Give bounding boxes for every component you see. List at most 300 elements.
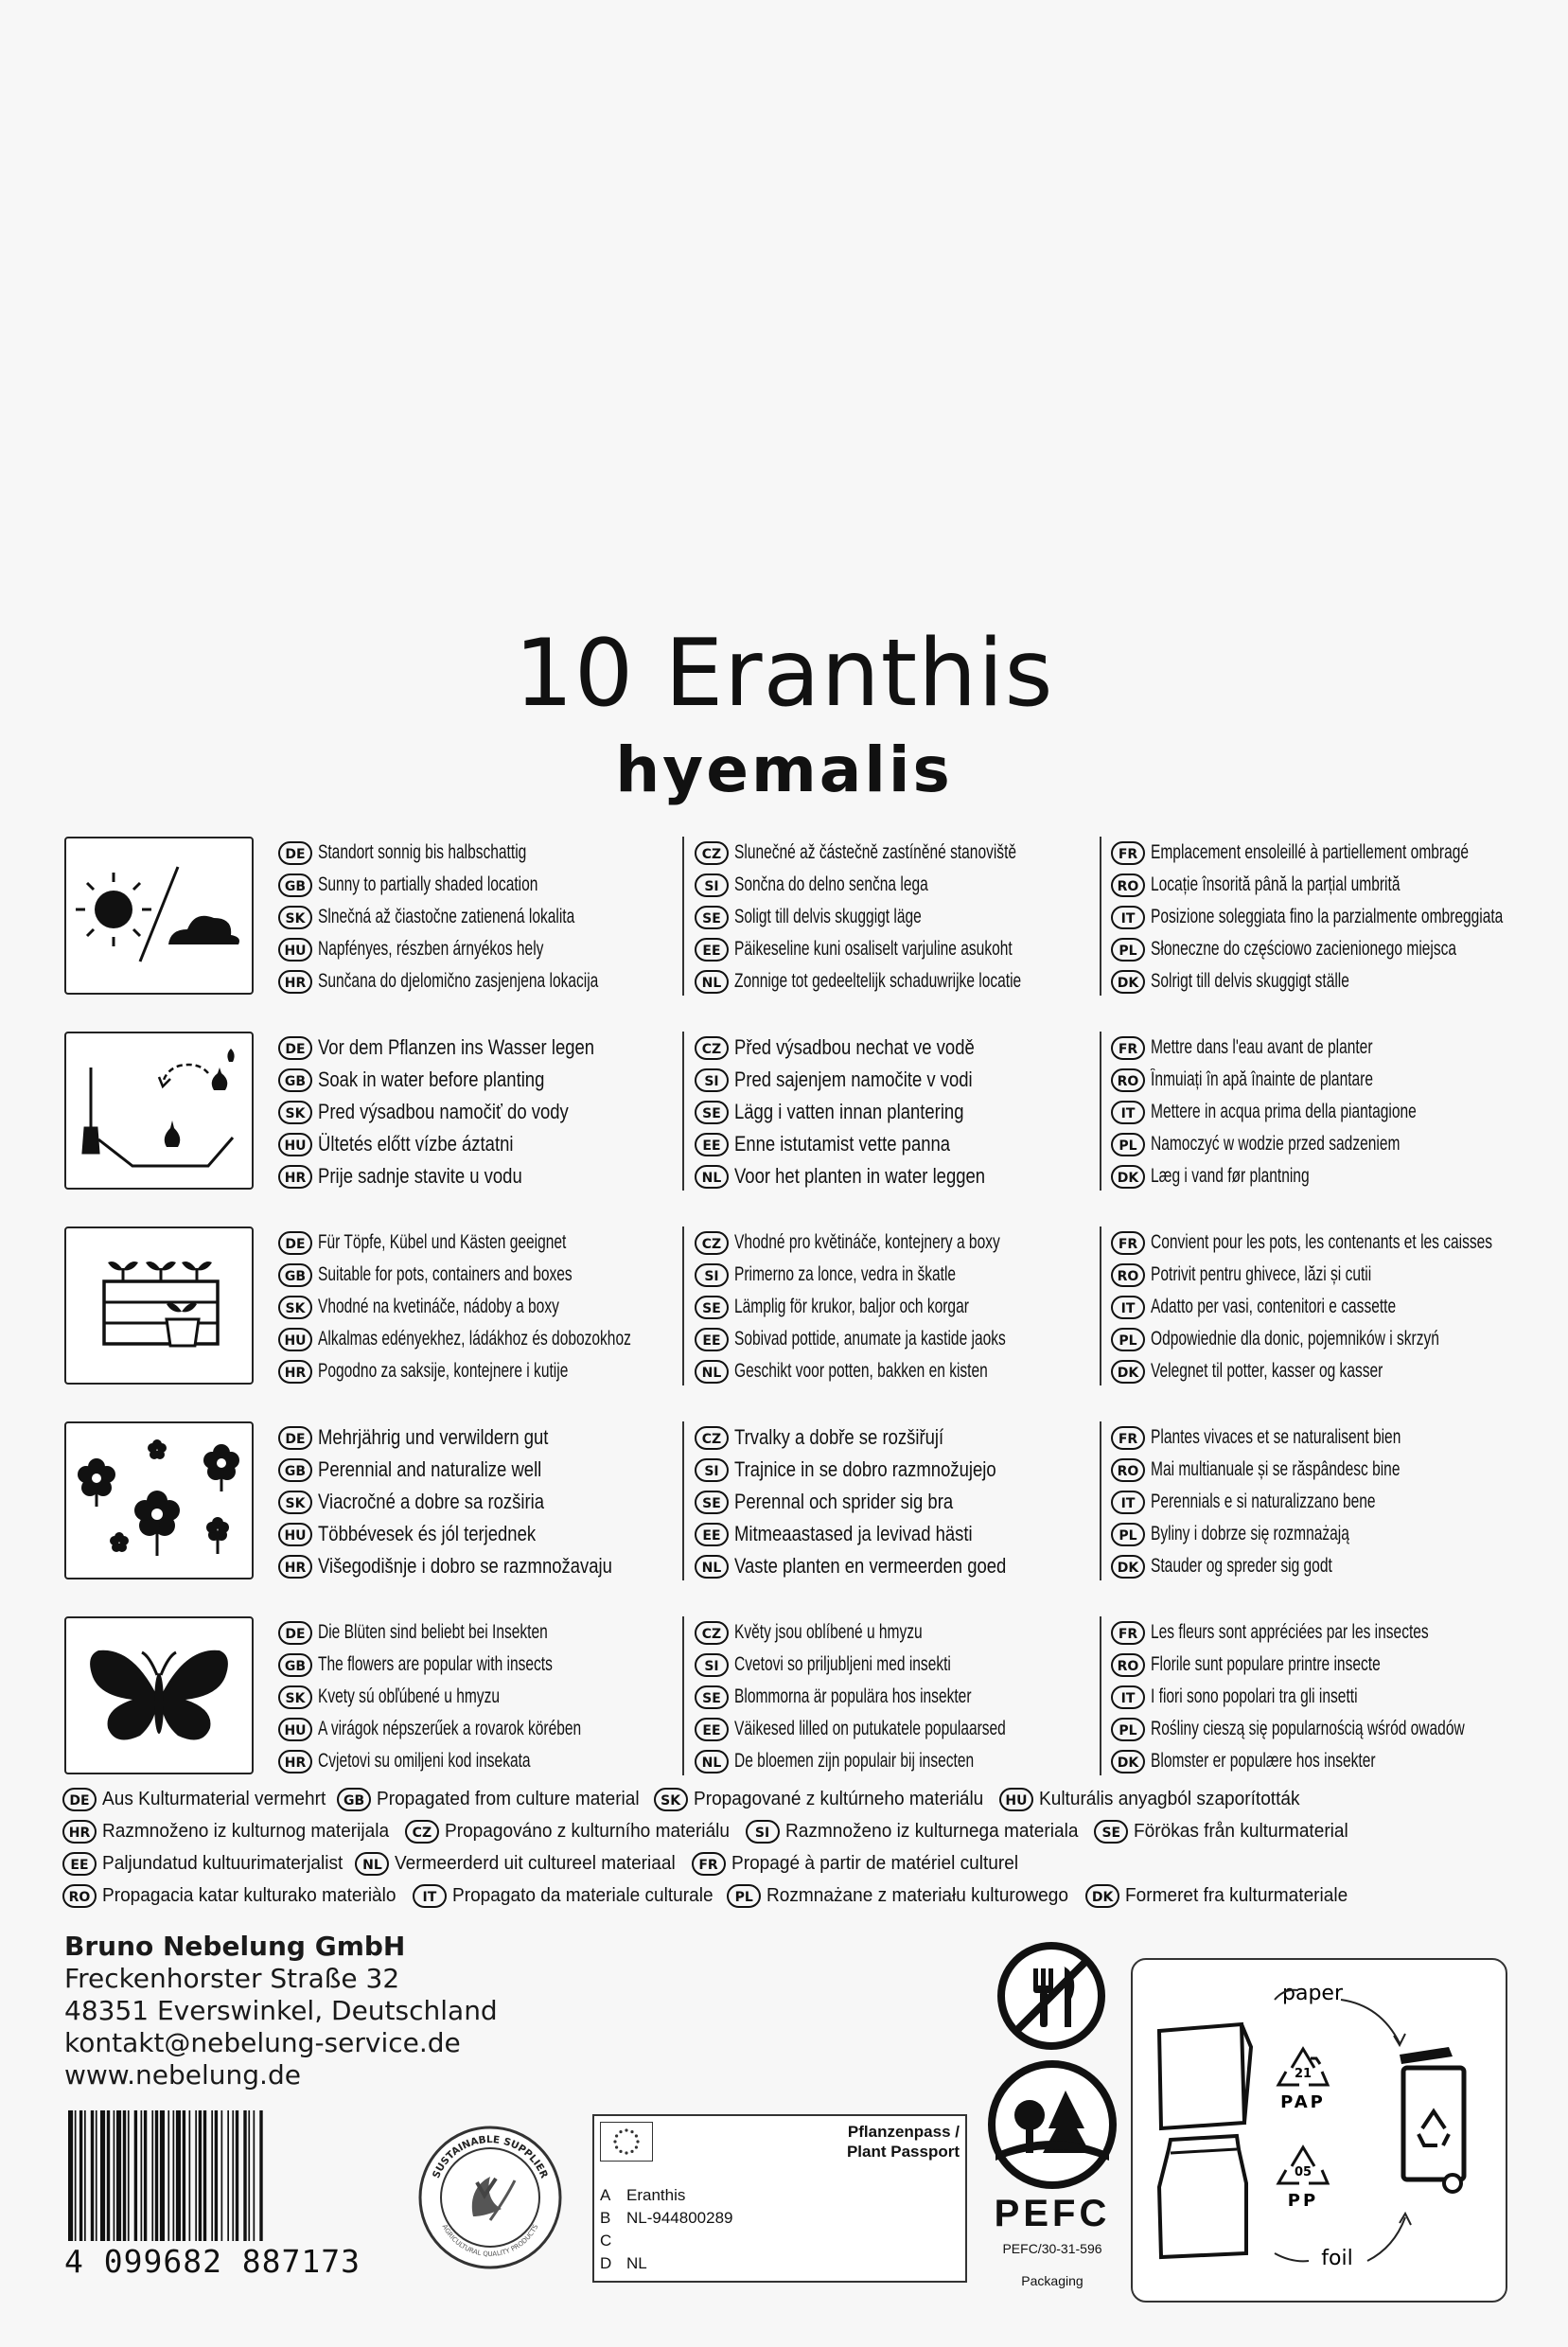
company-website: www.nebelung.de bbox=[64, 2059, 301, 2091]
language-badge: NL bbox=[695, 1555, 729, 1579]
paper-label: paper bbox=[1282, 1982, 1343, 2005]
column-divider bbox=[1100, 1226, 1101, 1385]
barcode-bar bbox=[160, 2110, 165, 2241]
language-badge: DK bbox=[1111, 970, 1145, 994]
column-divider bbox=[682, 1421, 684, 1580]
language-badge: DE bbox=[278, 1036, 312, 1060]
instruction-text: Posizione soleggiata fino la parzialmente ombreggiata bbox=[1151, 906, 1504, 927]
instruction-line bbox=[278, 965, 676, 997]
instruction-text: Perennial and naturalize well bbox=[318, 1457, 542, 1481]
instruction-text: Květy jsou oblíbené u hmyzu bbox=[734, 1621, 923, 1643]
barcode-bar bbox=[167, 2110, 169, 2241]
instruction-text: Blomster er populære hos insekter bbox=[1151, 1750, 1376, 1772]
instruction-line bbox=[1111, 933, 1524, 965]
barcode-bar bbox=[173, 2110, 175, 2241]
barcode-bar bbox=[91, 2110, 94, 2241]
barcode-bar bbox=[116, 2110, 121, 2241]
culture-text: Propagated from culture material bbox=[377, 1788, 640, 1809]
language-badge: SI bbox=[695, 874, 729, 897]
language-badge: EE bbox=[695, 1718, 729, 1741]
instruction-text: Slunečné až částečně zastíněné stanoviště bbox=[734, 841, 1017, 863]
instruction-line bbox=[1111, 1291, 1524, 1323]
language-badge: HU bbox=[278, 1133, 312, 1156]
culture-item bbox=[62, 1820, 397, 1844]
company-street: Freckenhorster Straße 32 bbox=[64, 1963, 400, 1994]
culture-item bbox=[62, 1852, 347, 1876]
barcode-bar bbox=[254, 2110, 255, 2241]
instruction-line bbox=[278, 1291, 676, 1323]
language-badge: FR bbox=[1111, 1231, 1145, 1255]
instruction-column bbox=[278, 1032, 676, 1192]
eu-flag-icon bbox=[600, 2122, 653, 2162]
instruction-line bbox=[1111, 1713, 1524, 1745]
language-badge: HR bbox=[278, 1360, 312, 1384]
culture-line bbox=[62, 1815, 1539, 1847]
culture-text: Propagováno z kulturního materiálu bbox=[444, 1820, 730, 1842]
seal-text-bottom: AGRICULTURAL QUALITY PRODUCTS bbox=[440, 2223, 540, 2259]
planter-box-icon bbox=[64, 1226, 254, 1385]
column-divider bbox=[1100, 1032, 1101, 1191]
barcode-number: 4 099682 887173 bbox=[64, 2243, 361, 2280]
instruction-column bbox=[278, 1226, 676, 1387]
instruction-line bbox=[695, 1713, 1092, 1745]
barcode-bar bbox=[189, 2110, 191, 2241]
language-badge: HU bbox=[278, 1718, 312, 1741]
language-badge: DE bbox=[278, 1231, 312, 1255]
culture-text: Propagované z kultúrneho materiálu bbox=[693, 1788, 983, 1809]
company-address bbox=[64, 1931, 498, 2091]
instruction-column bbox=[1111, 1032, 1524, 1192]
barcode-bar bbox=[227, 2110, 229, 2241]
culture-material-statement bbox=[62, 1783, 1539, 1912]
instruction-line bbox=[278, 1550, 676, 1582]
instruction-line bbox=[278, 1518, 676, 1550]
instruction-text: Adatto per vasi, contenitori e cassette bbox=[1151, 1296, 1397, 1317]
language-badge: PL bbox=[1111, 1133, 1145, 1156]
instruction-text: Emplacement ensoleillé à partiellement ombragé bbox=[1151, 841, 1470, 863]
instruction-text: Trvalky a dobře se rozšiřují bbox=[734, 1425, 944, 1449]
culture-item bbox=[999, 1788, 1306, 1811]
instruction-line bbox=[695, 1064, 1092, 1096]
instruction-text: Rośliny cieszą się popularnością wśród owadów bbox=[1151, 1718, 1465, 1739]
instruction-text: Lämplig för krukor, baljor och korgar bbox=[734, 1296, 969, 1317]
barcode-bar bbox=[96, 2110, 97, 2241]
instruction-line bbox=[695, 1355, 1092, 1387]
instruction-line bbox=[1111, 1128, 1524, 1160]
instruction-text: De bloemen zijn populair bij insecten bbox=[734, 1750, 975, 1772]
instruction-text: Sunčana do djelomično zasjenjena lokacija bbox=[318, 970, 599, 992]
instruction-text: Soligt till delvis skuggigt läge bbox=[734, 906, 922, 927]
instruction-line bbox=[1111, 1745, 1524, 1777]
culture-item bbox=[727, 1884, 1078, 1908]
culture-text: Aus Kulturmaterial vermehrt bbox=[102, 1788, 326, 1809]
instruction-text: Napfényes, részben árnyékos hely bbox=[318, 938, 544, 960]
company-name: Bruno Nebelung GmbH bbox=[64, 1931, 406, 1962]
instruction-line bbox=[1111, 1226, 1524, 1259]
instruction-text: Suitable for pots, containers and boxes bbox=[318, 1263, 573, 1285]
culture-item bbox=[355, 1852, 683, 1876]
passport-title: Pflanzenpass / Plant Passport bbox=[846, 2123, 960, 2161]
culture-text: Propagato da materiale culturale bbox=[451, 1884, 714, 1906]
instruction-text: Słoneczne do częściowo zacienionego miejsca bbox=[1151, 938, 1457, 960]
instruction-line bbox=[695, 1550, 1092, 1582]
language-badge: IT bbox=[1111, 1296, 1145, 1319]
language-badge: GB bbox=[278, 874, 312, 897]
instruction-line bbox=[695, 1160, 1092, 1192]
instruction-line bbox=[695, 1291, 1092, 1323]
svg-text:05: 05 bbox=[1294, 2165, 1313, 2179]
company-city: 48351 Everswinkel, Deutschland bbox=[64, 1995, 498, 2026]
language-badge: NL bbox=[695, 1750, 729, 1773]
barcode-bar bbox=[236, 2110, 238, 2241]
instruction-line bbox=[695, 1032, 1092, 1064]
language-badge: DK bbox=[1111, 1750, 1145, 1773]
instruction-line bbox=[695, 1128, 1092, 1160]
instruction-line bbox=[695, 1454, 1092, 1486]
language-badge: SI bbox=[695, 1653, 729, 1677]
instruction-column bbox=[695, 1616, 1092, 1777]
language-badge: EE bbox=[695, 938, 729, 962]
instruction-line bbox=[278, 1486, 676, 1518]
instruction-text: Perennal och sprider sig bra bbox=[734, 1490, 954, 1513]
instruction-text: Geschikt voor potten, bakken en kisten bbox=[734, 1360, 988, 1382]
culture-text: Rozmnażane z materiału kulturowego bbox=[766, 1884, 1069, 1906]
language-badge: HR bbox=[278, 1165, 312, 1189]
barcode-bar bbox=[183, 2110, 185, 2241]
culture-text: Propagé à partir de matériel culturel bbox=[731, 1852, 1018, 1874]
instruction-line bbox=[695, 1486, 1092, 1518]
language-badge: DE bbox=[278, 1621, 312, 1645]
language-badge: SI bbox=[695, 1263, 729, 1287]
instruction-text: Potrivit pentru ghivece, lăzi și cutii bbox=[1151, 1263, 1372, 1285]
language-badge: HU bbox=[278, 1328, 312, 1351]
culture-text: Vermeerderd uit cultureel materiaal bbox=[395, 1852, 677, 1874]
not-for-consumption-icon bbox=[995, 1940, 1107, 2052]
instruction-text: Pred sajenjem namočite v vodi bbox=[734, 1068, 973, 1091]
pap-label: PAP bbox=[1280, 2092, 1326, 2112]
instruction-line bbox=[695, 965, 1092, 997]
language-badge: RO bbox=[62, 1884, 97, 1908]
foil-bag-icon bbox=[1159, 2136, 1246, 2257]
pefc-packaging-label: Packaging bbox=[1021, 2273, 1084, 2288]
language-badge: HR bbox=[278, 1750, 312, 1773]
plant-passport bbox=[592, 2114, 967, 2283]
language-badge: RO bbox=[1111, 874, 1145, 897]
language-badge: IT bbox=[1111, 1491, 1145, 1514]
instruction-column bbox=[1111, 1226, 1524, 1387]
instruction-line bbox=[1111, 1681, 1524, 1713]
instruction-text: Die Blüten sind beliebt bei Insekten bbox=[318, 1621, 548, 1643]
barcode-bar bbox=[211, 2110, 213, 2241]
instruction-column bbox=[695, 1226, 1092, 1387]
language-badge: SE bbox=[1094, 1820, 1128, 1844]
language-badge: FR bbox=[1111, 1621, 1145, 1645]
sustainable-supplier-seal-icon bbox=[414, 2122, 566, 2273]
language-badge: FR bbox=[1111, 1036, 1145, 1060]
svg-text:21: 21 bbox=[1294, 2067, 1313, 2081]
instruction-line bbox=[695, 1096, 1092, 1128]
instruction-line bbox=[1111, 837, 1524, 869]
language-badge: FR bbox=[1111, 1426, 1145, 1450]
instruction-column bbox=[695, 1032, 1092, 1192]
language-badge: IT bbox=[1111, 1101, 1145, 1124]
culture-item bbox=[405, 1820, 738, 1844]
instruction-text: Mettre dans l'eau avant de planter bbox=[1151, 1036, 1373, 1058]
instruction-line bbox=[695, 1421, 1092, 1454]
flowers-icon bbox=[64, 1421, 254, 1579]
language-badge: DK bbox=[1111, 1360, 1145, 1384]
barcode-bar bbox=[215, 2110, 218, 2241]
language-badge: IT bbox=[413, 1884, 447, 1908]
barcode-bar bbox=[203, 2110, 206, 2241]
barcode-bar bbox=[155, 2110, 158, 2241]
instruction-row bbox=[64, 1226, 1522, 1387]
instruction-line bbox=[1111, 1032, 1524, 1064]
language-badge: SE bbox=[695, 906, 729, 929]
instruction-line bbox=[1111, 1454, 1524, 1486]
culture-item bbox=[62, 1884, 405, 1908]
sun-partial-shade-icon bbox=[64, 837, 254, 995]
instruction-row bbox=[64, 1616, 1522, 1777]
language-badge: PL bbox=[1111, 1718, 1145, 1741]
instruction-row bbox=[64, 1032, 1522, 1192]
culture-item bbox=[654, 1788, 992, 1811]
instruction-text: Mettere in acqua prima della piantagione bbox=[1151, 1101, 1417, 1122]
instruction-line bbox=[278, 1649, 676, 1681]
instruction-text: Zonnige tot gedeeltelijk schaduwrijke locatie bbox=[734, 970, 1022, 992]
language-badge: SK bbox=[278, 1685, 312, 1709]
instruction-line bbox=[695, 1518, 1092, 1550]
culture-text: Propagacia katar kulturako materiàlo bbox=[102, 1884, 396, 1906]
instruction-line bbox=[278, 1713, 676, 1745]
instruction-text: Väikesed lilled on putukatele populaarsed bbox=[734, 1718, 1006, 1739]
culture-item bbox=[692, 1852, 1027, 1876]
instruction-text: A virágok népszerűek a rovarok körében bbox=[318, 1718, 582, 1739]
instruction-text: Sončna do delno senčna lega bbox=[734, 874, 928, 895]
language-badge: PL bbox=[1111, 1523, 1145, 1546]
culture-item bbox=[746, 1820, 1087, 1844]
instruction-text: Stauder og spreder sig godt bbox=[1151, 1555, 1332, 1577]
language-badge: PL bbox=[1111, 938, 1145, 962]
instruction-text: Sunny to partially shaded location bbox=[318, 874, 538, 895]
instruction-line bbox=[695, 1745, 1092, 1777]
instruction-line bbox=[278, 1681, 676, 1713]
barcode-bar bbox=[259, 2110, 262, 2241]
language-badge: SK bbox=[278, 1101, 312, 1124]
instruction-text: Vhodné pro květináče, kontejnery a boxy bbox=[734, 1231, 1000, 1253]
instruction-line bbox=[695, 837, 1092, 869]
culture-item bbox=[1085, 1884, 1351, 1908]
barcode-bar bbox=[68, 2110, 73, 2241]
instruction-line bbox=[278, 1096, 676, 1128]
instruction-text: Florile sunt populare printre insecte bbox=[1151, 1653, 1381, 1675]
language-badge: CZ bbox=[695, 841, 729, 865]
instruction-text: Pogodno za saksije, kontejnere i kutije bbox=[318, 1360, 569, 1382]
instruction-line bbox=[278, 1616, 676, 1649]
instruction-text: Voor het planten in water leggen bbox=[734, 1164, 986, 1188]
instruction-column bbox=[278, 837, 676, 997]
instruction-column bbox=[695, 1421, 1092, 1582]
language-badge: PL bbox=[1111, 1328, 1145, 1351]
instruction-text: Locație însorită până la parțial umbrită bbox=[1151, 874, 1401, 895]
instruction-column bbox=[1111, 1421, 1524, 1582]
passport-row: B NL-944800289 bbox=[600, 2209, 733, 2227]
instruction-column bbox=[278, 1421, 676, 1582]
instruction-text: Solrigt till delvis skuggigt ställe bbox=[1151, 970, 1349, 992]
instruction-line bbox=[1111, 1355, 1524, 1387]
instruction-text: The flowers are popular with insects bbox=[318, 1653, 553, 1675]
language-badge: CZ bbox=[695, 1231, 729, 1255]
passport-row: C bbox=[600, 2232, 612, 2250]
instruction-text: Cvetovi so priljubljeni med insekti bbox=[734, 1653, 951, 1675]
barcode-bar bbox=[221, 2110, 223, 2241]
instruction-row bbox=[64, 837, 1522, 997]
culture-text: Formeret fra kulturmateriale bbox=[1125, 1884, 1348, 1906]
instruction-line bbox=[278, 837, 676, 869]
culture-text: Razmnoženo iz kulturnog materijala bbox=[102, 1820, 390, 1842]
barcode-bar bbox=[134, 2110, 137, 2241]
instruction-row bbox=[64, 1421, 1522, 1582]
instruction-line bbox=[278, 901, 676, 933]
language-badge: FR bbox=[692, 1852, 726, 1876]
passport-fields bbox=[600, 2184, 732, 2275]
language-badge: IT bbox=[1111, 906, 1145, 929]
instruction-text: Convient pour les pots, les contenants et les caisses bbox=[1151, 1231, 1493, 1253]
language-badge: SI bbox=[695, 1068, 729, 1092]
column-divider bbox=[1100, 1616, 1101, 1775]
product-title: 10 Eranthis bbox=[514, 620, 1054, 728]
pp-label: PP bbox=[1287, 2191, 1319, 2211]
instruction-text: Sobivad pottide, anumate ja kastide jaoks bbox=[734, 1328, 1006, 1350]
language-badge: GB bbox=[278, 1653, 312, 1677]
instruction-line bbox=[695, 1323, 1092, 1355]
instruction-line bbox=[278, 1355, 676, 1387]
butterfly-icon bbox=[64, 1616, 254, 1774]
pefc-code: PEFC/30-31-596 bbox=[1002, 2241, 1102, 2256]
barcode-bar bbox=[75, 2110, 77, 2241]
language-badge: NL bbox=[695, 970, 729, 994]
barcode-bar bbox=[141, 2110, 143, 2241]
language-badge: NL bbox=[695, 1360, 729, 1384]
company-email: kontakt@nebelung-service.de bbox=[64, 2027, 461, 2058]
instruction-text: Többévesek és jól terjednek bbox=[318, 1522, 537, 1545]
instruction-text: Višegodišnje i dobro se razmnožavaju bbox=[318, 1554, 612, 1578]
instruction-column bbox=[695, 837, 1092, 997]
instruction-line bbox=[1111, 1616, 1524, 1649]
column-divider bbox=[682, 1032, 684, 1191]
culture-text: Paljundatud kultuurimaterjalist bbox=[102, 1852, 344, 1874]
instruction-text: Prije sadnje stavite u vodu bbox=[318, 1164, 522, 1188]
instruction-text: Päikeseline kuni osaliselt varjuline asukoht bbox=[734, 938, 1013, 960]
language-badge: EE bbox=[695, 1328, 729, 1351]
foil-label: foil bbox=[1321, 2247, 1353, 2270]
barcode bbox=[64, 2110, 379, 2280]
instruction-line bbox=[695, 1681, 1092, 1713]
barcode-bar bbox=[100, 2110, 105, 2241]
language-badge: GB bbox=[278, 1068, 312, 1092]
instruction-line bbox=[278, 1064, 676, 1096]
barcode-bar bbox=[128, 2110, 130, 2241]
instruction-line bbox=[278, 1032, 676, 1064]
language-badge: NL bbox=[355, 1852, 389, 1876]
instruction-line bbox=[1111, 965, 1524, 997]
instruction-line bbox=[278, 1421, 676, 1454]
instruction-text: Lägg i vatten innan plantering bbox=[734, 1100, 964, 1123]
instruction-line bbox=[1111, 1649, 1524, 1681]
instruction-text: Vaste planten en vermeerden goed bbox=[734, 1554, 1007, 1578]
instruction-text: Ültetés előtt vízbe áztatni bbox=[318, 1132, 514, 1156]
instruction-text: Odpowiednie dla donic, pojemników i skrzyń bbox=[1151, 1328, 1439, 1350]
instruction-line bbox=[278, 1259, 676, 1291]
culture-item bbox=[62, 1788, 329, 1811]
instruction-line bbox=[278, 933, 676, 965]
instruction-text: I fiori sono popolari tra gli insetti bbox=[1151, 1685, 1358, 1707]
language-badge: HU bbox=[278, 1523, 312, 1546]
language-badge: CZ bbox=[405, 1820, 439, 1844]
pefc-logo-icon bbox=[986, 2058, 1119, 2191]
instruction-text: Vhodné na kvetináče, nádoby a boxy bbox=[318, 1296, 559, 1317]
language-badge: DK bbox=[1111, 1555, 1145, 1579]
language-badge: IT bbox=[1111, 1685, 1145, 1709]
column-divider bbox=[682, 1616, 684, 1775]
instruction-line bbox=[695, 869, 1092, 901]
barcode-bars bbox=[64, 2110, 379, 2241]
language-badge: SE bbox=[695, 1685, 729, 1709]
instruction-text: Mehrjährig und verwildern gut bbox=[318, 1425, 549, 1449]
instruction-line bbox=[695, 1616, 1092, 1649]
instruction-text: Pred výsadbou namočiť do vody bbox=[318, 1100, 569, 1123]
instruction-text: Blommorna är populära hos insekter bbox=[734, 1685, 972, 1707]
instruction-column bbox=[1111, 837, 1524, 997]
language-badge: EE bbox=[62, 1852, 97, 1876]
language-badge: HU bbox=[999, 1788, 1033, 1811]
language-badge: CZ bbox=[695, 1621, 729, 1645]
barcode-bar bbox=[114, 2110, 115, 2241]
instruction-line bbox=[1111, 901, 1524, 933]
column-divider bbox=[1100, 837, 1101, 996]
column-divider bbox=[682, 837, 684, 996]
language-badge: RO bbox=[1111, 1263, 1145, 1287]
instruction-text: Cvjetovi su omiljeni kod insekata bbox=[318, 1750, 531, 1772]
barcode-bar bbox=[144, 2110, 147, 2241]
instruction-text: Slnečná až čiastočne zatienená lokalita bbox=[318, 906, 575, 927]
language-badge: EE bbox=[695, 1523, 729, 1546]
column-divider bbox=[1100, 1421, 1101, 1580]
language-badge: DE bbox=[278, 1426, 312, 1450]
instruction-text: Perennials e si naturalizzano bene bbox=[1151, 1491, 1376, 1512]
instruction-line bbox=[695, 901, 1092, 933]
instruction-text: Für Töpfe, Kübel und Kästen geeignet bbox=[318, 1231, 567, 1253]
instruction-text: Trajnice in se dobro razmnožujejo bbox=[734, 1457, 996, 1481]
instruction-line bbox=[278, 1128, 676, 1160]
language-badge: SE bbox=[695, 1491, 729, 1514]
language-badge: RO bbox=[1111, 1458, 1145, 1482]
language-badge: SK bbox=[278, 906, 312, 929]
instruction-line bbox=[1111, 1096, 1524, 1128]
instruction-text: Namoczyć w wodzie przed sadzeniem bbox=[1151, 1133, 1401, 1155]
language-badge: GB bbox=[337, 1788, 371, 1811]
culture-text: Razmnoženo iz kulturnega materiala bbox=[784, 1820, 1078, 1842]
language-badge: SK bbox=[278, 1491, 312, 1514]
instruction-line bbox=[1111, 1323, 1524, 1355]
culture-line bbox=[62, 1879, 1539, 1912]
instruction-line bbox=[1111, 1550, 1524, 1582]
instruction-line bbox=[1111, 1486, 1524, 1518]
instruction-line bbox=[695, 1226, 1092, 1259]
instruction-text: Před výsadbou nechat ve vodě bbox=[734, 1035, 975, 1059]
barcode-bar bbox=[107, 2110, 110, 2241]
barcode-bar bbox=[195, 2110, 197, 2241]
